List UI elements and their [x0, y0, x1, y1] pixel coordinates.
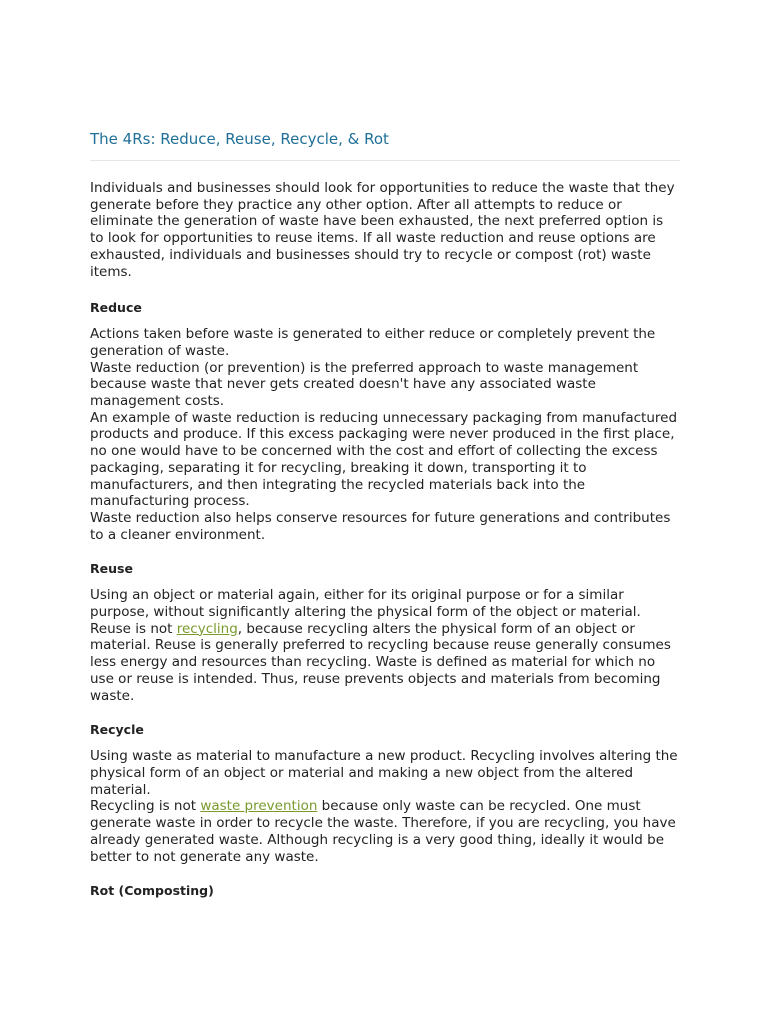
recycle-text-before-link: Recycling is not	[90, 798, 201, 815]
recycle-heading: Recycle	[90, 722, 144, 738]
recycling-link[interactable]: recycling	[176, 620, 238, 637]
article	[90, 128, 680, 899]
reduce-section	[90, 326, 680, 543]
reuse-heading: Reuse	[90, 561, 133, 577]
recycle-text-after-link: because only waste can be recycled. One must generate waste in order to recycle the waste. Therefore, if you are recycling, you have already generated waste. Although recycling is a very good thing, ideally it would be better to not generate any waste.	[90, 798, 676, 865]
recycle-paragraph-1: Using waste as material to manufacture a new product. Recycling involves altering the physical form of an object or material and making a new object from the altered material.	[90, 748, 678, 798]
waste-prevention-link[interactable]: waste prevention	[200, 798, 318, 815]
reuse-text-before-link: Using an object or material again, either for its original purpose or for a similar purpose, without significantly altering the physical form of the object or material. Reuse is not	[90, 587, 641, 637]
reuse-paragraph	[90, 587, 680, 704]
intro-paragraph: Individuals and businesses should look for opportunities to reduce the waste that they generate before they practice any other option. After all attempts to reduce or eliminate the generation of waste have been exhausted, the next preferred option is to look for opportunities to reuse items. If all waste reduction and reuse options are exhausted, individuals and businesses should try to recycle or compost (rot) waste items.	[90, 180, 675, 280]
reduce-paragraph-4: Waste reduction also helps conserve resources for future generations and contributes to a cleaner environment.	[90, 509, 671, 543]
rot-heading: Rot (Composting)	[90, 883, 214, 899]
recycle-section	[90, 748, 680, 865]
reduce-paragraph-2: Waste reduction (or prevention) is the preferred approach to waste management because waste that never gets created doesn't have any associated waste management costs.	[90, 359, 639, 410]
page-title: The 4Rs: Reduce, Reuse, Recycle, & Rot	[90, 128, 680, 161]
recycle-paragraph-2	[90, 798, 680, 865]
reduce-paragraph-3: An example of waste reduction is reducing unnecessary packaging from manufactured products and produce. If this excess packaging were never produced in the first place, no one would have to be concerned with the cost and effort of collecting the excess packaging, separating it for recycling, breaking it down, transporting it to manufacturers, and then integrating the recycled materials back into the manufacturing process.	[90, 409, 678, 510]
reuse-text-after-link: , because recycling alters the physical form of an object or material. Reuse is generally preferred to recycling because reuse generally consumes less energy and resources than recycling. Waste is defined as material for which no use or reuse is intended. Thus, reuse prevents objects and materials from becoming waste.	[90, 620, 671, 704]
reduce-heading: Reduce	[90, 300, 142, 316]
reduce-paragraph-1: Actions taken before waste is generated to either reduce or completely prevent the generation of waste.	[90, 326, 656, 359]
